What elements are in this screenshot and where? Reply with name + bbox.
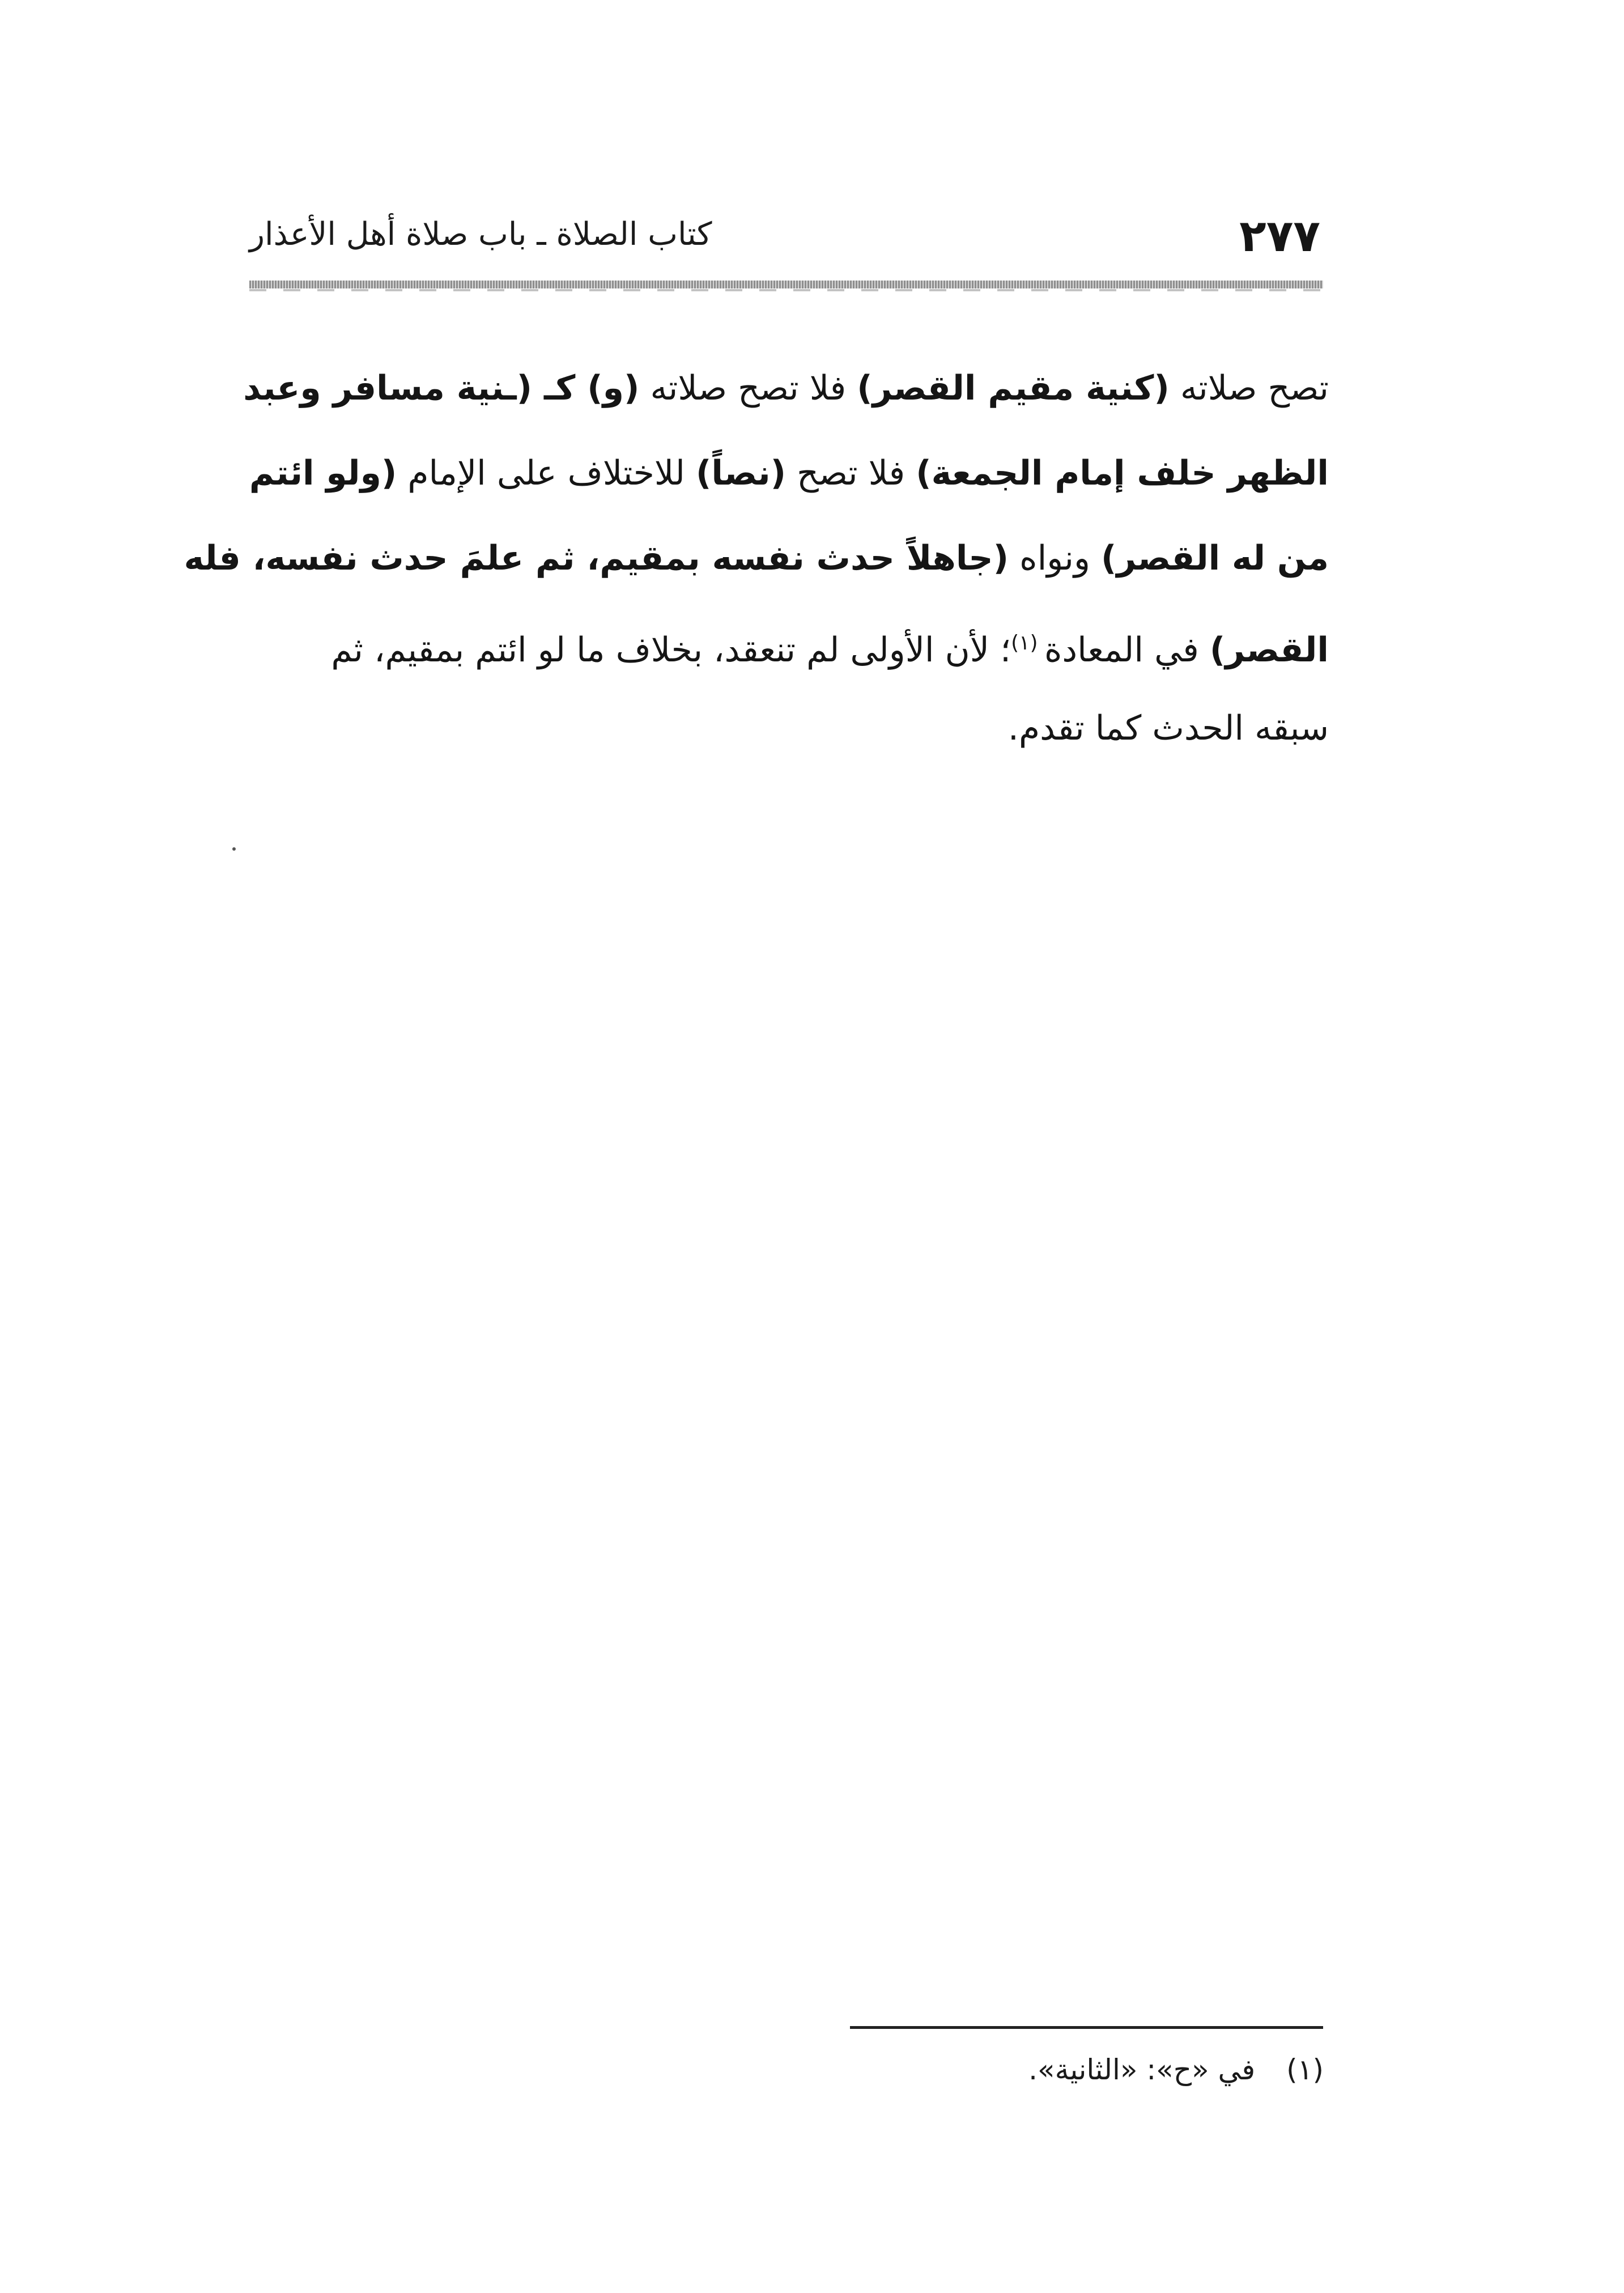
- text-line: [184, 516, 1329, 601]
- text-segment: فلا تصح: [786, 453, 916, 493]
- text-segment: فلا تصح صلاته: [639, 368, 857, 408]
- main-text: [184, 346, 1329, 771]
- text-line: [241, 346, 1329, 431]
- text-segment: سبقه الحدث كما تقدم.: [1007, 708, 1329, 748]
- scan-speck: [232, 847, 236, 851]
- bold-text-segment: (ولو ائتم: [249, 453, 397, 493]
- footnote-text: في «ح»: «الثانية».: [1028, 2053, 1256, 2086]
- bold-text-segment: (نصاً): [696, 453, 787, 493]
- text-segment: في المعادة: [1044, 630, 1210, 670]
- text-segment: ؛ لأن الأولى لم تنعقد، بخلاف ما لو ائتم بمقيم، ثم: [331, 630, 1011, 670]
- bold-text-segment: (كنية مقيم القصر): [857, 368, 1170, 408]
- footnote-marker: (١): [1286, 2053, 1324, 2086]
- text-line: [241, 431, 1329, 516]
- text-line: [241, 601, 1329, 686]
- text-segment: ونواه: [1009, 538, 1102, 578]
- running-title: كتاب الصلاة ـ باب صلاة أهل الأعذار: [249, 216, 712, 253]
- header-rule-decoration: [249, 289, 1323, 291]
- bold-text-segment: القصر): [1209, 630, 1329, 670]
- text-segment: تصح صلاته: [1169, 368, 1329, 408]
- page-header: [249, 209, 1320, 277]
- bold-text-segment: (و) كـ (ـنية مسافر وعبد: [243, 368, 640, 408]
- footnote-separator: [850, 2026, 1323, 2029]
- header-rule: [249, 281, 1323, 288]
- bold-text-segment: (جاهلاً حدث نفسه بمقيم، ثم علمَ حدث نفسه، فله: [184, 538, 1009, 578]
- bold-text-segment: الظهر خلف إمام الجمعة): [916, 453, 1329, 493]
- footnote: [1028, 2052, 1324, 2088]
- text-line: [241, 686, 1329, 771]
- page-number: ٢٧٧: [1239, 211, 1320, 262]
- footnote-reference[interactable]: (١): [1011, 631, 1044, 655]
- text-segment: للاختلاف على الإمام: [397, 453, 696, 493]
- bold-text-segment: من له القصر): [1101, 538, 1329, 578]
